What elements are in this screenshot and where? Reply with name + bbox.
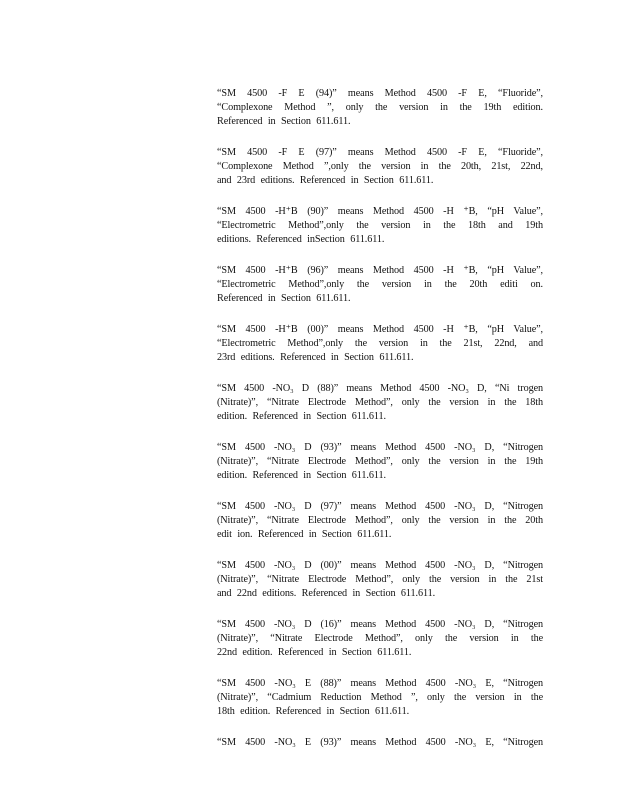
text-line: 18th edition. Referenced in Section 611.611. <box>217 706 410 717</box>
text-line: and 23rd editions. Referenced in Section 611.611. <box>217 175 434 186</box>
text-line: 22nd edition. Referenced in Section 611.611. <box>217 647 412 658</box>
text-line: edition. Referenced in Section 611.611. <box>217 411 386 422</box>
text-line: “SM 4500 -H⁺B (90)” means Method 4500 -H ⁺B, “pH Value”, <box>217 206 543 217</box>
definition-entry <box>217 264 543 306</box>
text-line: (Nitrate)”, “Cadmium Reduction Method ”, only the version in the <box>217 692 543 703</box>
text-line: (Nitrate)”, “Nitrate Electrode Method”, only the version in the 18th <box>217 397 543 408</box>
definition-entry <box>217 146 543 188</box>
text-line: (Nitrate)”, “Nitrate Electrode Method”, only the version in the 20th <box>217 515 543 526</box>
text-line: “SM 4500 -F E (94)” means Method 4500 -F E, “Fluoride”, <box>217 88 543 99</box>
text-line: “SM 4500 -NO₃ D (00)” means Method 4500 -NO₃ D, “Nitrogen <box>217 560 543 571</box>
definition-entry <box>217 382 543 424</box>
text-line: Referenced in Section 611.611. <box>217 293 351 304</box>
text-line: “SM 4500 -H⁺B (00)” means Method 4500 -H ⁺B, “pH Value”, <box>217 324 543 335</box>
text-line: (Nitrate)”, “Nitrate Electrode Method”, only the version in the 21st <box>217 574 543 585</box>
definition-entry <box>217 500 543 542</box>
text-line: edition. Referenced in Section 611.611. <box>217 470 386 481</box>
text-line: “Complexone Method ”, only the version in the 19th edition. <box>217 102 543 113</box>
text-line: “SM 4500 -NO₃ D (97)” means Method 4500 -NO₃ D, “Nitrogen <box>217 501 543 512</box>
definition-entry <box>217 618 543 660</box>
text-line: editions. Referenced inSection 611.611. <box>217 234 385 245</box>
text-line: “SM 4500 -F E (97)” means Method 4500 -F E, “Fluoride”, <box>217 147 543 158</box>
text-line: “Electrometric Method”,only the version in the 21st, 22nd, and <box>217 338 543 349</box>
definitions-list <box>217 87 543 767</box>
text-line: “SM 4500 -NO₃ D (16)” means Method 4500 -NO₃ D, “Nitrogen <box>217 619 543 630</box>
text-line: “Electrometric Method”,only the version in the 18th and 19th <box>217 220 543 231</box>
definition-entry <box>217 87 543 129</box>
text-line: “SM 4500 -NO₃ E (93)” means Method 4500 -NO₃ E, “Nitrogen <box>217 737 543 748</box>
text-line: and 22nd editions. Referenced in Section 611.611. <box>217 588 436 599</box>
definition-entry <box>217 205 543 247</box>
text-line: “SM 4500 -H⁺B (96)” means Method 4500 -H ⁺B, “pH Value”, <box>217 265 543 276</box>
text-line: “Electrometric Method”,only the version in the 20th editi on. <box>217 279 543 290</box>
definition-entry <box>217 441 543 483</box>
text-line: Referenced in Section 611.611. <box>217 116 351 127</box>
text-line: “SM 4500 -NO₃ E (88)” means Method 4500 -NO₃ E, “Nitrogen <box>217 678 543 689</box>
definition-entry <box>217 736 543 750</box>
text-line: “SM 4500 -NO₃ D (88)” means Method 4500 -NO₃ D, “Ni trogen <box>217 383 543 394</box>
text-line: “Complexone Method ”,only the version in the 20th, 21st, 22nd, <box>217 161 543 172</box>
text-line: edit ion. Referenced in Section 611.611. <box>217 529 392 540</box>
text-line: (Nitrate)”, “Nitrate Electrode Method”, only the version in the <box>217 633 543 644</box>
text-line: (Nitrate)”, “Nitrate Electrode Method”, only the version in the 19th <box>217 456 543 467</box>
definition-entry <box>217 323 543 365</box>
text-line: “SM 4500 -NO₃ D (93)” means Method 4500 -NO₃ D, “Nitrogen <box>217 442 543 453</box>
definition-entry <box>217 559 543 601</box>
definition-entry <box>217 677 543 719</box>
text-line: 23rd editions. Referenced in Section 611.611. <box>217 352 414 363</box>
